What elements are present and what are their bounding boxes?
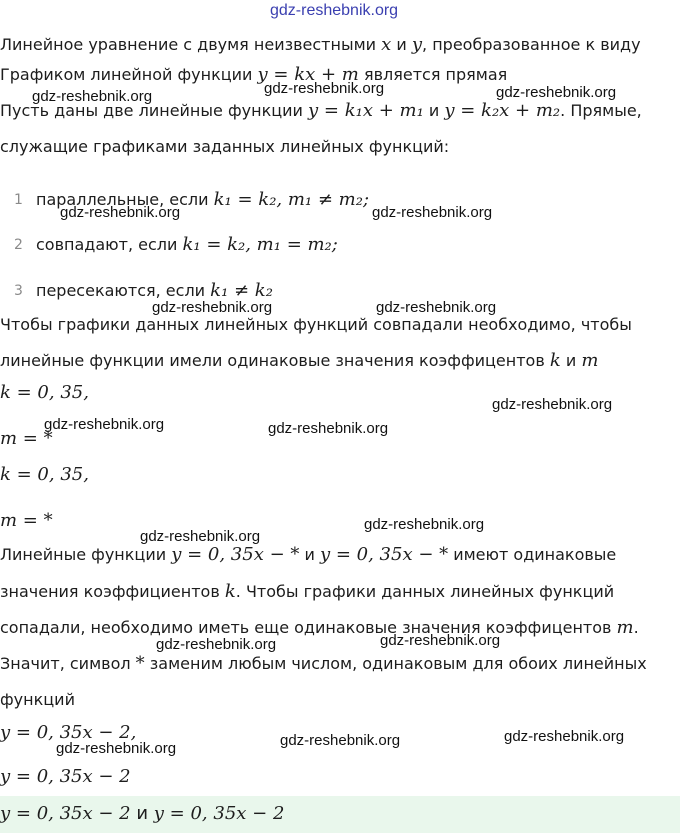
paragraph-7: Линейные функции y = 0, 35x − * и y = 0, 35x − * имеют одинаковые — [0, 544, 617, 565]
list-number: 1 — [14, 192, 23, 208]
list-item: параллельные, если k₁ = k₂, m₁ ≠ m₂; — [36, 189, 370, 210]
equation: k = 0, 35, — [0, 382, 89, 403]
watermark: gdz-reshebnik.org — [376, 299, 497, 316]
paragraph-2: Графиком линейной функции y = kx + m является прямая — [0, 64, 508, 85]
equation: m = * — [0, 510, 53, 531]
watermark: gdz-reshebnik.org — [60, 204, 181, 221]
watermark: gdz-reshebnik.org — [140, 528, 261, 545]
list-item: пересекаются, если k₁ ≠ k₂ — [36, 280, 273, 301]
equation: m = * — [0, 428, 53, 449]
watermark: gdz-reshebnik.org — [270, 2, 399, 19]
paragraph-8: значения коэффициентов k. Чтобы графики данных линейных функций — [0, 581, 615, 602]
paragraph-3: Пусть даны две линейные функции y = k₁x + m₁ и y = k₂x + m₂. Прямые, — [0, 100, 642, 121]
paragraph-9: сопадали, необходимо иметь еще одинаковые значения коэффицентов m. — [0, 617, 639, 638]
watermark: gdz-reshebnik.org — [372, 204, 493, 221]
paragraph-10: Значит, символ * заменим любым числом, одинаковым для обоих линейных — [0, 653, 647, 674]
paragraph-5: Чтобы графики данных линейных функций совпадали необходимо, чтобы — [0, 315, 632, 334]
list-number: 3 — [14, 283, 23, 299]
watermark: gdz-reshebnik.org — [380, 632, 501, 649]
watermark: gdz-reshebnik.org — [156, 636, 277, 653]
watermark: gdz-reshebnik.org — [268, 420, 389, 437]
watermark: gdz-reshebnik.org — [152, 299, 273, 316]
watermark: gdz-reshebnik.org — [264, 80, 385, 97]
equation: k = 0, 35, — [0, 464, 89, 485]
paragraph-4: служащие графиками заданных линейных функций: — [0, 137, 450, 156]
watermark: gdz-reshebnik.org — [492, 396, 613, 413]
paragraph-6: линейные функции имели одинаковые значения коэффицентов k и m — [0, 350, 599, 371]
watermark: gdz-reshebnik.org — [280, 732, 401, 749]
list-number: 2 — [14, 237, 23, 253]
answer-line: y = 0, 35x − 2 и y = 0, 35x − 2 — [0, 803, 285, 824]
watermark: gdz-reshebnik.org — [496, 84, 617, 101]
watermark: gdz-reshebnik.org — [364, 516, 485, 533]
equation: y = 0, 35x − 2, — [0, 722, 137, 743]
watermark: gdz-reshebnik.org — [504, 728, 625, 745]
paragraph-1: Линейное уравнение с двумя неизвестными x и y, преобразованное к виду — [0, 34, 641, 55]
paragraph-11: функций — [0, 690, 75, 709]
watermark: gdz-reshebnik.org — [56, 740, 177, 757]
equation: y = 0, 35x − 2 — [0, 766, 131, 787]
list-item: совпадают, если k₁ = k₂, m₁ = m₂; — [36, 234, 338, 255]
watermark: gdz-reshebnik.org — [32, 88, 153, 105]
watermark: gdz-reshebnik.org — [44, 416, 165, 433]
